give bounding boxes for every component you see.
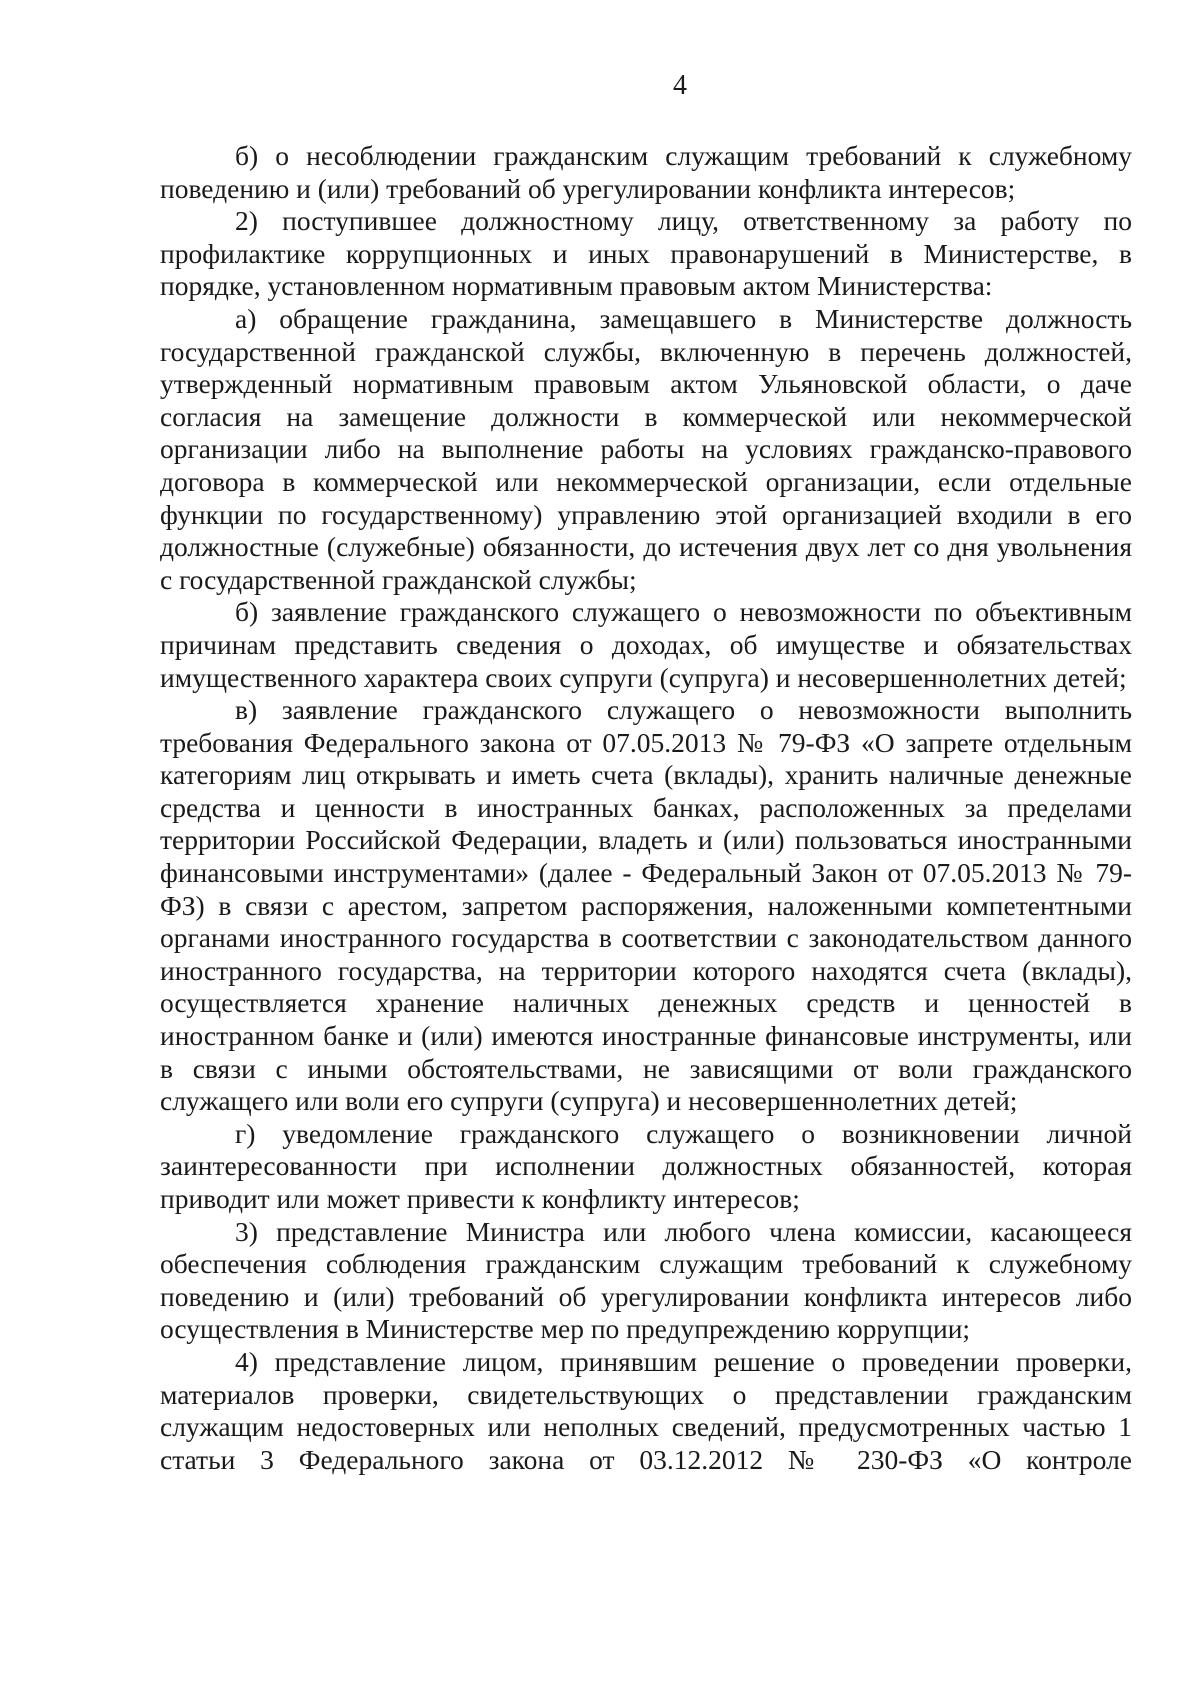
paragraph-3-minister-representation: 3) представление Министра или любого члена комиссии, касающееся обеспечения соблюдения гражданским служащим требований к служебному поведению и (или) требований об урегулировании конфликта интересов либо осуществления в Министерстве мер по предупреждению коррупции; xyxy=(160,1215,1132,1345)
paragraph-b-statement-income: б) заявление гражданского служащего о невозможности по объективным причинам представить сведения о доходах, об имуществе и обязательствах имущественного характера своих супруги (супруга) и несовершеннолетних детей; xyxy=(160,596,1132,693)
paragraph-v-statement-foreign-accounts: в) заявление гражданского служащего о невозможности выполнить требования Федерального закона от 07.05.2013 № 79-ФЗ «О запрете отдельным категориям лиц открывать и иметь счета (вклады), хранить наличные денежные средства и ценности в иностранных банках, расположенных за пределами территории Российской Федерации, владеть и (или) пользоваться иностранными финансовыми инструментами» (далее - Федеральный Закон от 07.05.2013 № 79-ФЗ) в связи с арестом, запретом распоряжения, наложенными компетентными органами иностранного государства в соответствии с законодательством данного иностранного государства, на территории которого находятся счета (вклады), осуществляется хранение наличных денежных средств и ценностей в иностранном банке и (или) имеются иностранные финансовые инструменты, или в связи с иными обстоятельствами, не зависящими от воли гражданского служащего или воли его супруги (супруга) и несовершеннолетних детей; xyxy=(160,694,1132,1117)
paragraph-2-received: 2) поступившее должностному лицу, ответственному за работу по профилактике коррупционных и иных правонарушений в Министерстве, в порядке, установленном нормативным правовым актом Министерства: xyxy=(160,205,1132,302)
paragraph-4-inspection-materials: 4) представление лицом, принявшим решение о проведении проверки, материалов проверки, свидетельствующих о представлении гражданским служащим недостоверных или неполных сведений, предусмотренных частью 1 статьи 3 Федерального закона от 03.12.2012 № 230-ФЗ «О контроле xyxy=(160,1345,1132,1475)
paragraph-b-noncompliance: б) о несоблюдении гражданским служащим требований к служебному поведению и (или) требований об урегулировании конфликта интересов; xyxy=(160,140,1132,204)
paragraph-g-notification: г) уведомление гражданского служащего о возникновении личной заинтересованности при исполнении должностных обязанностей, которая приводит или может привести к конфликту интересов; xyxy=(160,1117,1132,1214)
paragraph-a-citizen-appeal: а) обращение гражданина, замещавшего в Министерстве должность государственной гражданской службы, включенную в перечень должностей, утвержденный нормативным правовым актом Ульяновской области, о даче согласия на замещение должности в коммерческой или некоммерческой организации либо на выполнение работы на условиях гражданско-правового договора в коммерческой или некоммерческой организации, если отдельные функции по государственному) управлению этой организацией входили в его должностные (служебные) обязанности, до истечения двух лет со дня увольнения с государственной гражданской службы; xyxy=(160,302,1132,595)
document-body xyxy=(160,140,1132,1476)
page-number: 4 xyxy=(673,70,687,101)
